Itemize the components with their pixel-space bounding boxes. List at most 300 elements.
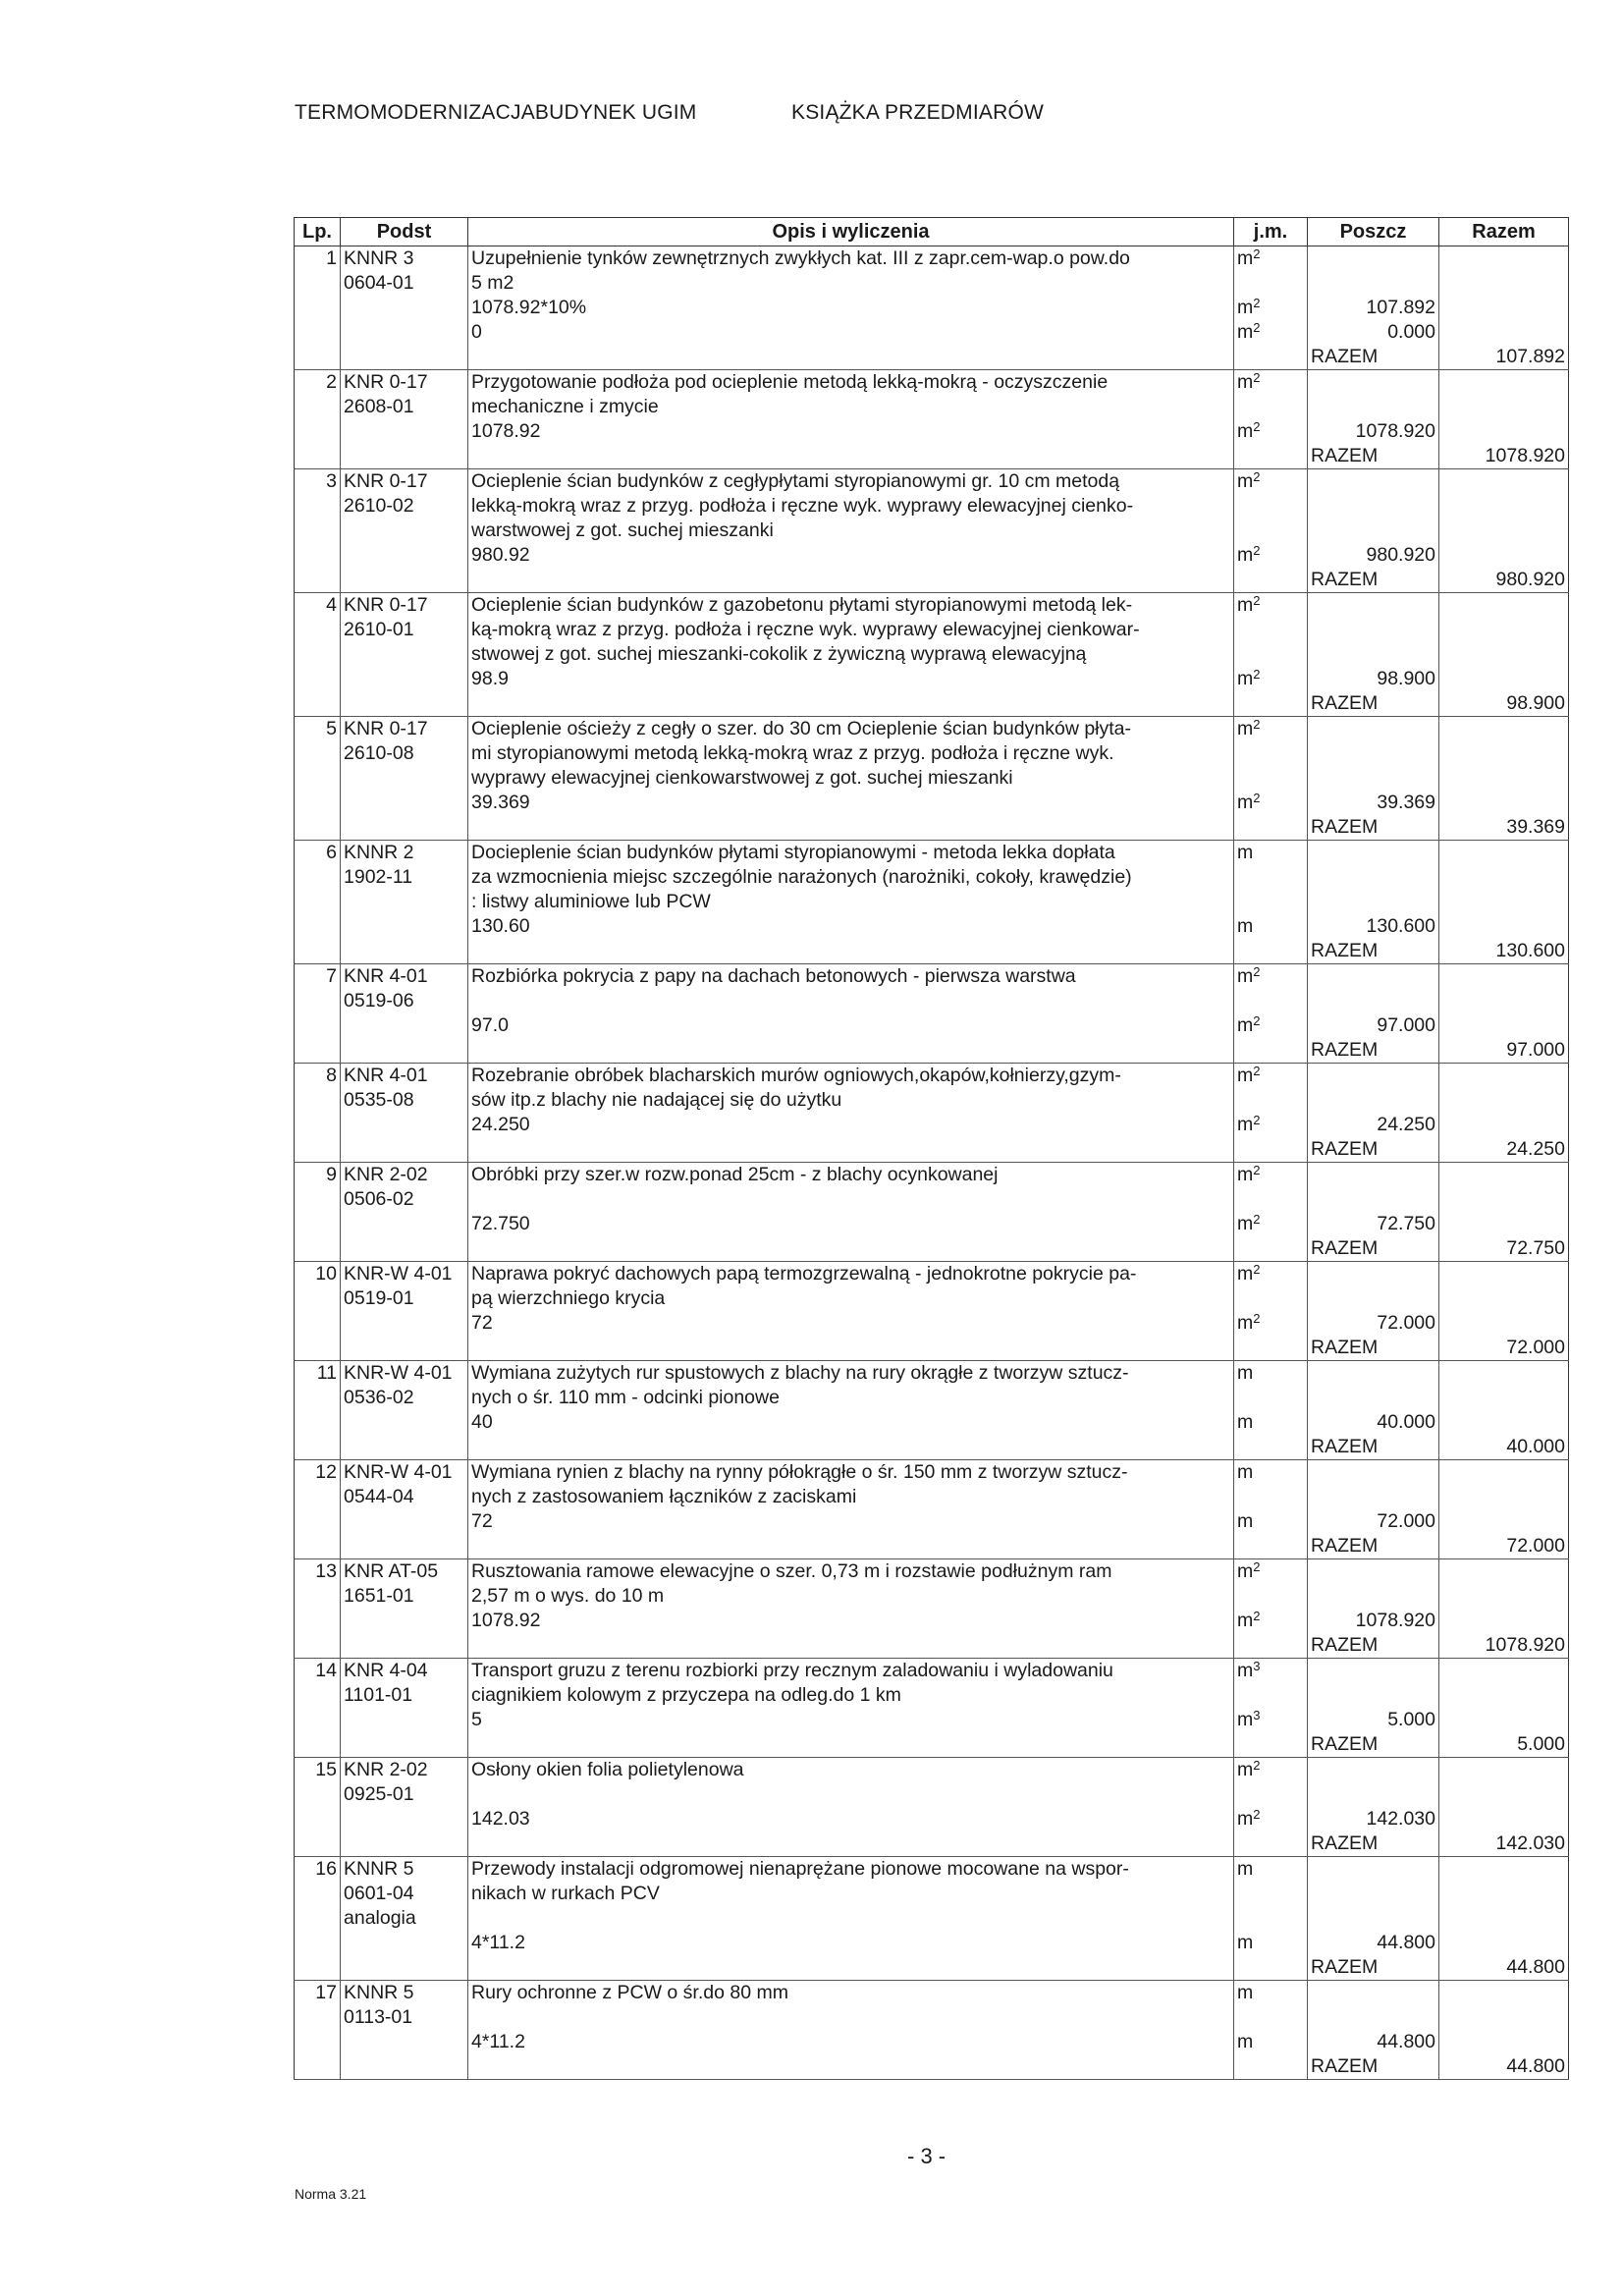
item-basis bbox=[341, 1113, 468, 1137]
item-calculation-row bbox=[295, 1509, 1569, 1534]
item-unit bbox=[1234, 345, 1308, 370]
item-number bbox=[295, 642, 341, 667]
item-number bbox=[295, 1435, 341, 1460]
item-total bbox=[1439, 2005, 1569, 2030]
calculation-unit bbox=[1234, 1311, 1308, 1336]
item-description: Rozbiórka pokrycia z papy na dachach betonowych - pierwsza warstwa bbox=[468, 964, 1234, 990]
item-calculation-row bbox=[295, 1609, 1569, 1633]
item-number bbox=[295, 1708, 341, 1732]
item-number: 12 bbox=[295, 1460, 341, 1486]
item-number bbox=[295, 1633, 341, 1659]
item-basis bbox=[341, 1931, 468, 1955]
calculation-value: 44.800 bbox=[1308, 2030, 1439, 2054]
item-description-row bbox=[295, 964, 1569, 990]
item-basis bbox=[341, 939, 468, 964]
unit-exponent: 2 bbox=[1253, 964, 1261, 979]
item-total bbox=[1439, 593, 1569, 619]
unit-exponent: 2 bbox=[1253, 1807, 1261, 1822]
unit-symbol: m bbox=[1237, 1065, 1254, 1086]
item-sum-row bbox=[295, 1336, 1569, 1361]
item-basis: 2610-02 bbox=[341, 494, 468, 519]
item-description: lekką-mokrą wraz z przyg. podłoża i ręczne wyk. wyprawy elewacyjnej cienko- bbox=[468, 494, 1234, 519]
item-number bbox=[295, 1236, 341, 1262]
item-partial bbox=[1308, 1659, 1439, 1684]
item-unit bbox=[1234, 1659, 1308, 1684]
item-description: za wzmocnienia miejsc szczególnie narażonych (narożniki, cokoły, krawędzie) bbox=[468, 865, 1234, 890]
item-basis: 1651-01 bbox=[341, 1584, 468, 1609]
calculation-expression: 0 bbox=[468, 320, 1234, 345]
unit-symbol: m bbox=[1237, 1858, 1254, 1880]
calculation-expression: 4*11.2 bbox=[468, 2030, 1234, 2054]
item-total bbox=[1439, 1782, 1569, 1807]
item-number bbox=[295, 1038, 341, 1064]
item-unit bbox=[1234, 519, 1308, 543]
unit-symbol: m bbox=[1237, 1660, 1254, 1681]
unit-exponent: 2 bbox=[1253, 1609, 1261, 1623]
item-description: : listwy aluminiowe lub PCW bbox=[468, 890, 1234, 914]
item-number bbox=[295, 1683, 341, 1708]
item-calculation-row bbox=[295, 1931, 1569, 1955]
item-basis: KNNR 3 bbox=[341, 246, 468, 272]
razem-label: RAZEM bbox=[1308, 1137, 1439, 1163]
item-number bbox=[295, 1931, 341, 1955]
calculation-unit bbox=[1234, 667, 1308, 691]
item-unit bbox=[1234, 1262, 1308, 1287]
item-sum-row bbox=[295, 444, 1569, 469]
calculation-value: 107.892 bbox=[1308, 296, 1439, 320]
column-header-poszcz: Poszcz bbox=[1308, 218, 1439, 246]
item-number bbox=[295, 444, 341, 469]
item-number: 10 bbox=[295, 1262, 341, 1287]
item-description bbox=[468, 1906, 1234, 1931]
item-partial bbox=[1308, 1683, 1439, 1708]
item-total bbox=[1439, 2030, 1569, 2054]
item-number bbox=[295, 568, 341, 593]
item-description-row bbox=[295, 1857, 1569, 1883]
item-total bbox=[1439, 1659, 1569, 1684]
item-number: 13 bbox=[295, 1559, 341, 1585]
unit-exponent: 2 bbox=[1253, 1311, 1261, 1326]
item-number bbox=[295, 989, 341, 1013]
item-total bbox=[1439, 989, 1569, 1013]
item-unit bbox=[1234, 444, 1308, 469]
item-description: nikach w rurkach PCV bbox=[468, 1882, 1234, 1906]
item-basis: KNR-W 4-01 bbox=[341, 1361, 468, 1387]
item-description: Wymiana rynien z blachy na rynny półokrągłe o śr. 150 mm z tworzyw sztucz- bbox=[468, 1460, 1234, 1486]
item-partial bbox=[1308, 1064, 1439, 1089]
calculation-value: 1078.920 bbox=[1308, 1609, 1439, 1633]
razem-label: RAZEM bbox=[1308, 1633, 1439, 1659]
item-number bbox=[295, 494, 341, 519]
item-description-row bbox=[295, 766, 1569, 791]
item-number bbox=[295, 1831, 341, 1857]
item-description: pą wierzchniego krycia bbox=[468, 1286, 1234, 1311]
item-calculation-row bbox=[295, 1708, 1569, 1732]
item-total bbox=[1439, 1584, 1569, 1609]
item-description-row bbox=[295, 1659, 1569, 1684]
item-number bbox=[295, 519, 341, 543]
unit-exponent: 2 bbox=[1253, 246, 1261, 261]
item-description bbox=[468, 691, 1234, 717]
item-total bbox=[1439, 741, 1569, 766]
unit-symbol: m bbox=[1237, 1510, 1254, 1532]
item-razem-value: 1078.920 bbox=[1439, 1633, 1569, 1659]
calculation-unit bbox=[1234, 1509, 1308, 1534]
item-number bbox=[295, 1137, 341, 1163]
item-basis bbox=[341, 1609, 468, 1633]
item-basis bbox=[341, 1137, 468, 1163]
item-total bbox=[1439, 914, 1569, 939]
unit-symbol: m bbox=[1237, 1312, 1254, 1334]
item-partial bbox=[1308, 1485, 1439, 1509]
item-total bbox=[1439, 1807, 1569, 1831]
item-partial bbox=[1308, 1906, 1439, 1931]
item-description-row bbox=[295, 370, 1569, 396]
calculation-expression: 1078.92 bbox=[468, 419, 1234, 444]
column-header-opis: Opis i wyliczenia bbox=[468, 218, 1234, 246]
item-description: mechaniczne i zmycie bbox=[468, 395, 1234, 419]
item-total bbox=[1439, 791, 1569, 815]
item-description-row bbox=[295, 717, 1569, 742]
item-unit bbox=[1234, 815, 1308, 841]
item-total bbox=[1439, 964, 1569, 990]
item-unit bbox=[1234, 2054, 1308, 2080]
item-description-row bbox=[295, 519, 1569, 543]
item-total bbox=[1439, 717, 1569, 742]
calculation-value: 1078.920 bbox=[1308, 419, 1439, 444]
item-partial bbox=[1308, 1163, 1439, 1188]
item-number: 7 bbox=[295, 964, 341, 990]
calculation-value: 5.000 bbox=[1308, 1708, 1439, 1732]
item-total bbox=[1439, 1163, 1569, 1188]
item-calculation-row bbox=[295, 419, 1569, 444]
item-description: stwowej z got. suchej mieszanki-cokolik z żywiczną wyprawą elewacyjną bbox=[468, 642, 1234, 667]
item-number bbox=[295, 1485, 341, 1509]
item-number: 8 bbox=[295, 1064, 341, 1089]
item-description-row bbox=[295, 1981, 1569, 2006]
item-number bbox=[295, 1410, 341, 1435]
item-basis: KNR 2-02 bbox=[341, 1163, 468, 1188]
item-partial bbox=[1308, 1981, 1439, 2006]
calculation-expression: 72 bbox=[468, 1509, 1234, 1534]
item-partial bbox=[1308, 246, 1439, 272]
unit-exponent: 2 bbox=[1253, 1262, 1261, 1277]
item-description bbox=[468, 1137, 1234, 1163]
item-description bbox=[468, 1336, 1234, 1361]
item-basis: 1101-01 bbox=[341, 1683, 468, 1708]
item-description-row bbox=[295, 1262, 1569, 1287]
item-razem-value: 130.600 bbox=[1439, 939, 1569, 964]
item-description: mi styropianowymi metodą lekką-mokrą wraz z przyg. podłoża i ręczne wyk. bbox=[468, 741, 1234, 766]
item-total bbox=[1439, 890, 1569, 914]
item-sum-row bbox=[295, 1435, 1569, 1460]
unit-symbol: m bbox=[1237, 1411, 1254, 1433]
item-basis: KNNR 5 bbox=[341, 1857, 468, 1883]
item-basis: KNR 0-17 bbox=[341, 717, 468, 742]
item-unit bbox=[1234, 989, 1308, 1013]
item-sum-row bbox=[295, 691, 1569, 717]
item-description-row bbox=[295, 741, 1569, 766]
item-unit bbox=[1234, 1683, 1308, 1708]
item-basis: 0535-08 bbox=[341, 1088, 468, 1113]
item-razem-value: 5.000 bbox=[1439, 1732, 1569, 1758]
razem-label: RAZEM bbox=[1308, 1534, 1439, 1559]
item-unit bbox=[1234, 939, 1308, 964]
table-body bbox=[295, 246, 1569, 2080]
item-number: 14 bbox=[295, 1659, 341, 1684]
item-basis bbox=[341, 1236, 468, 1262]
item-description bbox=[468, 1633, 1234, 1659]
razem-label: RAZEM bbox=[1308, 345, 1439, 370]
item-number bbox=[295, 1534, 341, 1559]
calculation-expression: 97.0 bbox=[468, 1013, 1234, 1038]
item-partial bbox=[1308, 1262, 1439, 1287]
item-unit bbox=[1234, 1064, 1308, 1089]
unit-symbol: m bbox=[1237, 1362, 1254, 1384]
item-basis: 0925-01 bbox=[341, 1782, 468, 1807]
item-basis bbox=[341, 1435, 468, 1460]
item-description bbox=[468, 1236, 1234, 1262]
item-unit bbox=[1234, 691, 1308, 717]
unit-symbol: m bbox=[1237, 420, 1254, 442]
item-calculation-row bbox=[295, 1410, 1569, 1435]
item-unit bbox=[1234, 494, 1308, 519]
item-description bbox=[468, 815, 1234, 841]
item-partial bbox=[1308, 766, 1439, 791]
item-calculation-row bbox=[295, 1212, 1569, 1236]
item-number bbox=[295, 1782, 341, 1807]
item-number: 1 bbox=[295, 246, 341, 272]
item-partial bbox=[1308, 841, 1439, 866]
item-basis bbox=[341, 568, 468, 593]
item-number: 6 bbox=[295, 841, 341, 866]
item-description bbox=[468, 1435, 1234, 1460]
item-total bbox=[1439, 1262, 1569, 1287]
item-sum-row bbox=[295, 1955, 1569, 1981]
calculation-unit bbox=[1234, 1931, 1308, 1955]
razem-label: RAZEM bbox=[1308, 815, 1439, 841]
item-unit bbox=[1234, 1038, 1308, 1064]
item-basis: KNR 2-02 bbox=[341, 1758, 468, 1783]
item-partial bbox=[1308, 469, 1439, 495]
item-number bbox=[295, 2054, 341, 2080]
item-partial bbox=[1308, 1758, 1439, 1783]
calculation-unit bbox=[1234, 791, 1308, 815]
item-description: sów itp.z blachy nie nadającej się do użytku bbox=[468, 1088, 1234, 1113]
item-partial bbox=[1308, 890, 1439, 914]
item-total bbox=[1439, 1931, 1569, 1955]
item-total bbox=[1439, 1113, 1569, 1137]
item-basis bbox=[341, 667, 468, 691]
item-total bbox=[1439, 1906, 1569, 1931]
item-razem-value: 107.892 bbox=[1439, 345, 1569, 370]
item-number bbox=[295, 618, 341, 642]
table-header-row bbox=[295, 218, 1569, 246]
item-partial bbox=[1308, 1584, 1439, 1609]
item-partial bbox=[1308, 519, 1439, 543]
item-basis: KNR 0-17 bbox=[341, 469, 468, 495]
item-number bbox=[295, 320, 341, 345]
item-partial bbox=[1308, 593, 1439, 619]
item-number: 16 bbox=[295, 1857, 341, 1883]
item-total bbox=[1439, 395, 1569, 419]
item-total bbox=[1439, 246, 1569, 272]
item-unit bbox=[1234, 841, 1308, 866]
item-basis bbox=[341, 2030, 468, 2054]
unit-symbol: m bbox=[1237, 1808, 1254, 1830]
item-description-row bbox=[295, 1906, 1569, 1931]
item-description: ciagnikiem kolowym z przyczepa na odleg.do 1 km bbox=[468, 1683, 1234, 1708]
item-description: Rusztowania ramowe elewacyjne o szer. 0,73 m i rozstawie podłużnym ram bbox=[468, 1559, 1234, 1585]
unit-symbol: m bbox=[1237, 1759, 1254, 1780]
item-basis bbox=[341, 914, 468, 939]
item-unit bbox=[1234, 1831, 1308, 1857]
item-basis: 2610-01 bbox=[341, 618, 468, 642]
item-total bbox=[1439, 1361, 1569, 1387]
item-basis: KNNR 2 bbox=[341, 841, 468, 866]
item-description: Ocieplenie ścian budynków z cegłypłytami styropianowymi gr. 10 cm metodą bbox=[468, 469, 1234, 495]
item-total bbox=[1439, 667, 1569, 691]
unit-symbol: m bbox=[1237, 1164, 1254, 1185]
item-razem-value: 1078.920 bbox=[1439, 444, 1569, 469]
item-basis bbox=[341, 296, 468, 320]
item-unit bbox=[1234, 1732, 1308, 1758]
item-description: Przygotowanie podłoża pod ocieplenie metodą lekką-mokrą - oczyszczenie bbox=[468, 370, 1234, 396]
item-unit bbox=[1234, 766, 1308, 791]
item-description-row bbox=[295, 1286, 1569, 1311]
item-partial bbox=[1308, 1187, 1439, 1212]
unit-symbol: m bbox=[1237, 1932, 1254, 1953]
calculation-value: 142.030 bbox=[1308, 1807, 1439, 1831]
item-partial bbox=[1308, 717, 1439, 742]
item-total bbox=[1439, 841, 1569, 866]
unit-exponent: 2 bbox=[1253, 593, 1261, 608]
item-calculation-row bbox=[295, 1013, 1569, 1038]
razem-label: RAZEM bbox=[1308, 1732, 1439, 1758]
item-unit bbox=[1234, 1187, 1308, 1212]
item-partial bbox=[1308, 1857, 1439, 1883]
item-basis: 0113-01 bbox=[341, 2005, 468, 2030]
item-description-row bbox=[295, 1758, 1569, 1783]
item-description bbox=[468, 1732, 1234, 1758]
item-description-row bbox=[295, 271, 1569, 296]
razem-label: RAZEM bbox=[1308, 1955, 1439, 1981]
item-sum-row bbox=[295, 1534, 1569, 1559]
document-header-title: TERMOMODERNIZACJABUDYNEK UGIM bbox=[295, 101, 697, 124]
item-description bbox=[468, 444, 1234, 469]
item-number: 9 bbox=[295, 1163, 341, 1188]
item-basis: 0519-06 bbox=[341, 989, 468, 1013]
unit-exponent: 2 bbox=[1253, 1559, 1261, 1574]
item-razem-value: 142.030 bbox=[1439, 1831, 1569, 1857]
item-basis: analogia bbox=[341, 1906, 468, 1931]
item-description: Rury ochronne z PCW o śr.do 80 mm bbox=[468, 1981, 1234, 2006]
item-sum-row bbox=[295, 939, 1569, 964]
unit-exponent: 2 bbox=[1253, 1163, 1261, 1177]
unit-exponent: 2 bbox=[1253, 1113, 1261, 1127]
item-total bbox=[1439, 766, 1569, 791]
column-header-razem: Razem bbox=[1439, 218, 1569, 246]
item-basis bbox=[341, 1311, 468, 1336]
item-basis: 2610-08 bbox=[341, 741, 468, 766]
item-number bbox=[295, 741, 341, 766]
item-number: 5 bbox=[295, 717, 341, 742]
item-basis: KNR 4-04 bbox=[341, 1659, 468, 1684]
unit-symbol: m bbox=[1237, 1263, 1254, 1285]
unit-symbol: m bbox=[1237, 1560, 1254, 1582]
unit-symbol: m bbox=[1237, 1709, 1254, 1730]
item-number: 3 bbox=[295, 469, 341, 495]
item-calculation-row bbox=[295, 320, 1569, 345]
item-partial bbox=[1308, 865, 1439, 890]
item-description-row bbox=[295, 246, 1569, 272]
item-basis bbox=[341, 543, 468, 568]
item-unit bbox=[1234, 741, 1308, 766]
calculation-unit bbox=[1234, 914, 1308, 939]
item-description-row bbox=[295, 1882, 1569, 1906]
unit-exponent: 2 bbox=[1253, 419, 1261, 434]
item-number bbox=[295, 1584, 341, 1609]
item-number: 4 bbox=[295, 593, 341, 619]
calculation-unit bbox=[1234, 320, 1308, 345]
item-partial bbox=[1308, 2005, 1439, 2030]
item-basis: KNR 4-01 bbox=[341, 1064, 468, 1089]
item-number bbox=[295, 1807, 341, 1831]
item-calculation-row bbox=[295, 296, 1569, 320]
item-basis bbox=[341, 444, 468, 469]
unit-exponent: 2 bbox=[1253, 1064, 1261, 1078]
item-total bbox=[1439, 419, 1569, 444]
item-partial bbox=[1308, 1559, 1439, 1585]
item-description: Osłony okien folia polietylenowa bbox=[468, 1758, 1234, 1783]
item-unit bbox=[1234, 1981, 1308, 2006]
unit-symbol: m bbox=[1237, 1461, 1254, 1483]
document-header-section: KSIĄŻKA PRZEDMIARÓW bbox=[791, 101, 1044, 124]
item-partial bbox=[1308, 1782, 1439, 1807]
item-total bbox=[1439, 543, 1569, 568]
item-unit bbox=[1234, 246, 1308, 272]
item-description bbox=[468, 1038, 1234, 1064]
item-partial bbox=[1308, 642, 1439, 667]
item-basis bbox=[341, 320, 468, 345]
razem-label: RAZEM bbox=[1308, 444, 1439, 469]
item-description-row bbox=[295, 1782, 1569, 1807]
unit-symbol: m bbox=[1237, 544, 1254, 566]
przedmiar-table bbox=[294, 217, 1569, 2080]
item-unit bbox=[1234, 1286, 1308, 1311]
item-number bbox=[295, 914, 341, 939]
item-unit bbox=[1234, 1137, 1308, 1163]
item-description: ką-mokrą wraz z przyg. podłoża i ręczne wyk. wyprawy elewacyjnej cienkowar- bbox=[468, 618, 1234, 642]
item-total bbox=[1439, 469, 1569, 495]
calculation-value: 40.000 bbox=[1308, 1410, 1439, 1435]
item-number bbox=[295, 865, 341, 890]
item-total bbox=[1439, 1609, 1569, 1633]
item-description: warstwowej z got. suchej mieszanki bbox=[468, 519, 1234, 543]
item-basis: KNR-W 4-01 bbox=[341, 1460, 468, 1486]
item-unit bbox=[1234, 1361, 1308, 1387]
item-calculation-row bbox=[295, 791, 1569, 815]
item-description-row bbox=[295, 593, 1569, 619]
item-number bbox=[295, 419, 341, 444]
unit-symbol: m bbox=[1237, 371, 1254, 393]
item-unit bbox=[1234, 370, 1308, 396]
item-description-row bbox=[295, 865, 1569, 890]
item-basis: KNNR 5 bbox=[341, 1981, 468, 2006]
item-basis: KNR AT-05 bbox=[341, 1559, 468, 1585]
item-number bbox=[295, 1113, 341, 1137]
calculation-expression: 98.9 bbox=[468, 667, 1234, 691]
